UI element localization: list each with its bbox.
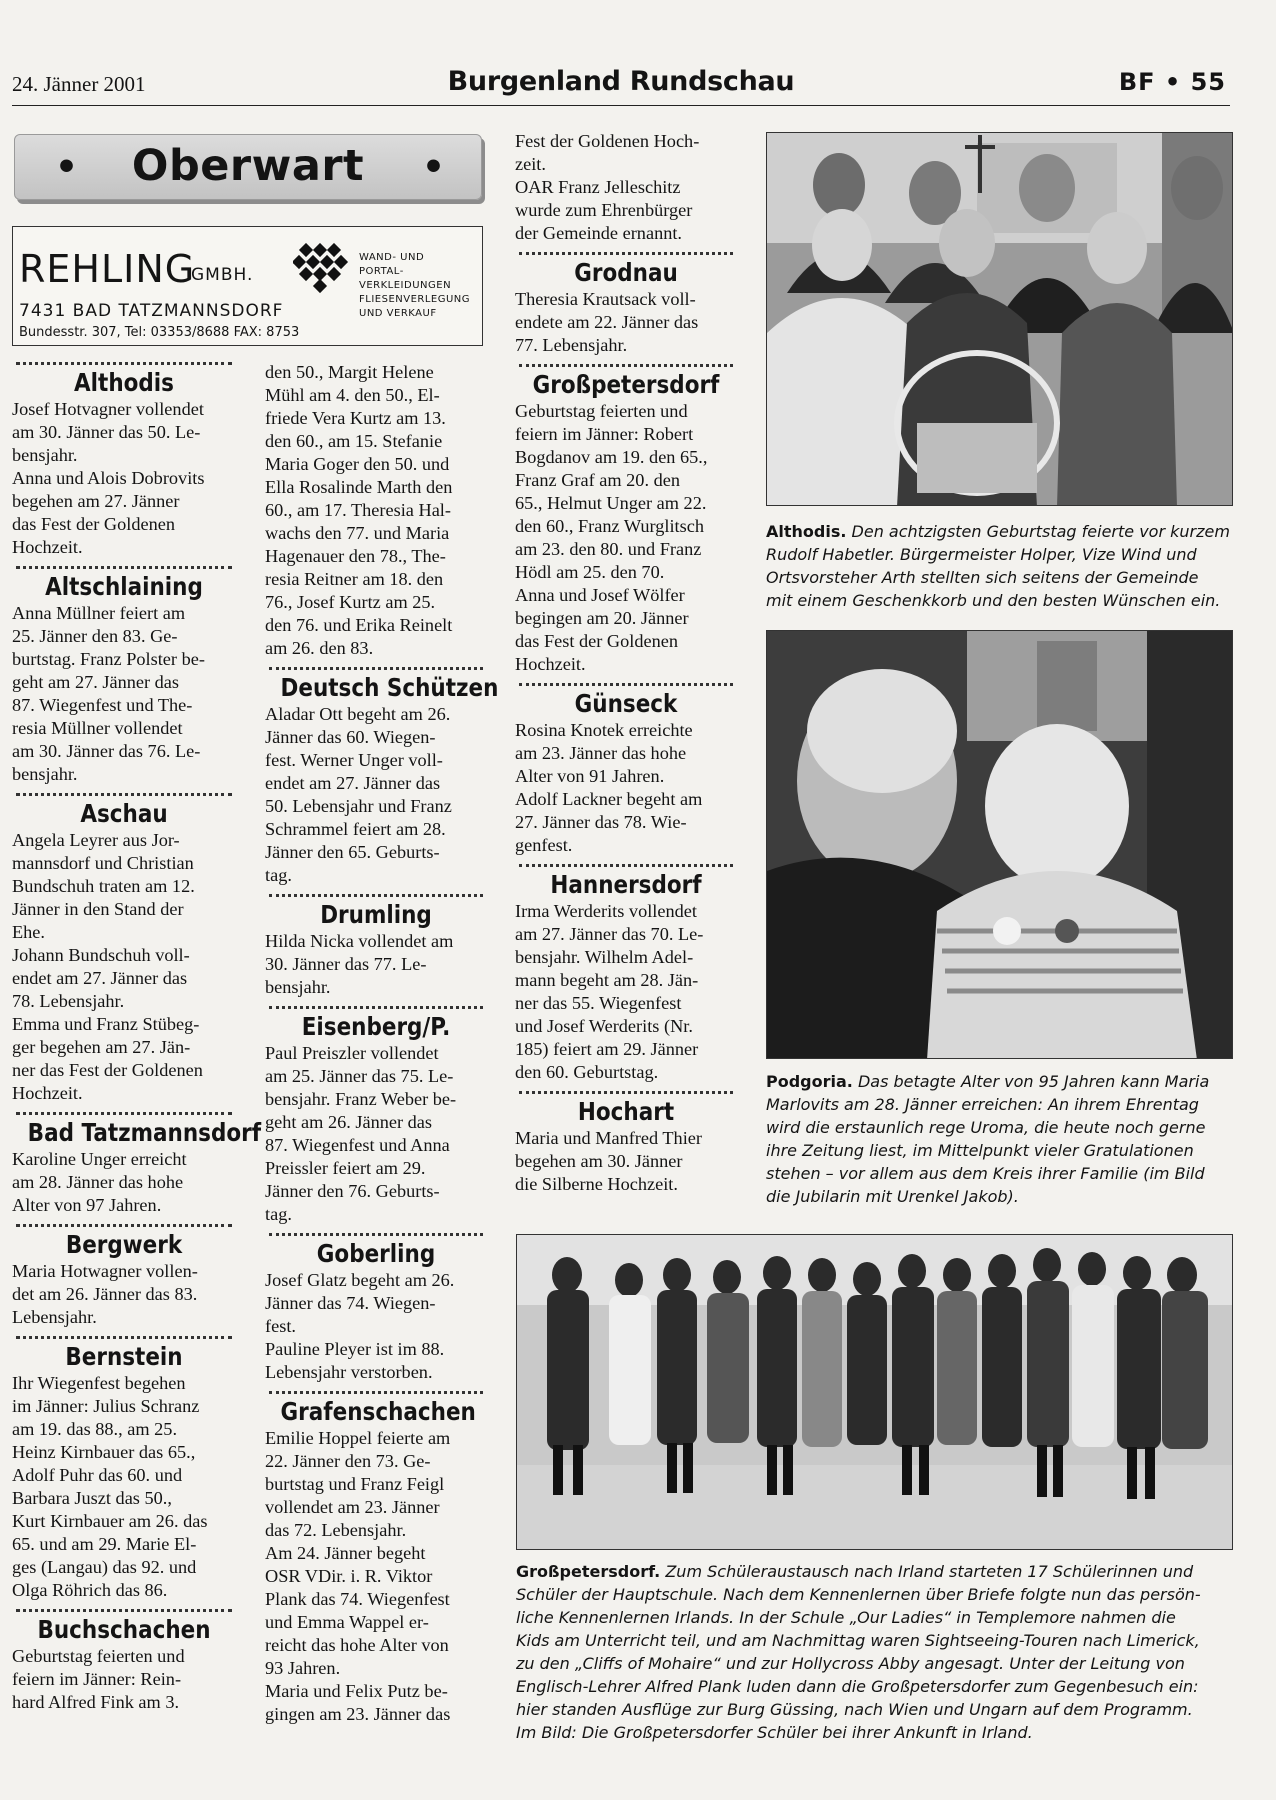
article-guenseck <box>515 688 737 857</box>
ad-services <box>359 251 481 321</box>
text-line: 87. Wiegenfest und Anna <box>265 1135 450 1155</box>
text-line: 65., Helmut Unger am 22. <box>515 493 707 513</box>
dotted-separator <box>16 362 232 365</box>
text-line: mann begeht am 28. Jän- <box>515 970 699 990</box>
heading-grosspetersdorf: Großpetersdorf <box>532 370 720 399</box>
text-line: Fest der Goldenen Hoch- <box>515 131 700 151</box>
text-line: Zum Schüleraustausch nach Irland starteten 17 Schülerinnen und <box>665 1562 1194 1581</box>
text-line: das 72. Lebensjahr. <box>265 1520 407 1540</box>
ad-town: 7431 BAD TATZMANNSDORF <box>19 301 284 321</box>
dotted-separator <box>269 894 483 897</box>
text-line: am 30. Jänner das 76. Le- <box>12 741 201 761</box>
text-line: resia Müllner vollendet <box>12 718 183 738</box>
text-line: und Josef Werderits (Nr. <box>515 1016 693 1036</box>
text-line: 27. Jänner das 78. Wie- <box>515 812 687 832</box>
text-line: endet am 27. Jänner das <box>265 773 441 793</box>
caption-place: Großpetersdorf. <box>516 1562 661 1581</box>
text-line: Jänner in den Stand der <box>12 899 184 919</box>
article-drumling <box>265 899 487 999</box>
article-deutsch-schuetzen <box>265 672 499 887</box>
text-line: wird die erstaunlich rege Uroma, die heute noch gerne <box>766 1118 1206 1137</box>
text-line: gingen am 23. Jänner das <box>265 1704 451 1724</box>
text-line: Hochzeit. <box>12 537 83 557</box>
dotted-separator <box>269 1006 483 1009</box>
photo-podgoria <box>766 630 1233 1059</box>
text-line: den 76. und Erika Reinelt <box>265 615 453 635</box>
text-line: Alter von 97 Jahren. <box>12 1195 162 1215</box>
photo-podgoria-image <box>767 631 1233 1059</box>
text-line: Englisch-Lehrer Alfred Plank luden dann die Großpetersdorfer zum Gegenbesuch ein: <box>516 1677 1199 1696</box>
text-line: 25. Jänner den 83. Ge- <box>12 626 178 646</box>
text-line: 76., Josef Kurtz am 25. <box>265 592 436 612</box>
photo-althodis-image <box>767 133 1233 506</box>
text-line: Josef Hotvagner vollendet <box>12 399 204 419</box>
article-body <box>265 930 487 999</box>
text-line: Schüler der Hauptschule. Nach dem Kennenlernen über Briefe folgte nun das persön- <box>516 1585 1201 1604</box>
article-grodnau <box>515 257 737 357</box>
text-line: Adolf Puhr das 60. und <box>12 1465 183 1485</box>
article-body <box>265 1042 487 1226</box>
text-line: Geburtstag feierten und <box>12 1646 185 1666</box>
text-line: 65. und am 29. Marie El- <box>12 1534 197 1554</box>
text-line: 50. Lebensjahr und Franz <box>265 796 452 816</box>
dotted-separator <box>519 364 733 367</box>
text-line: tag. <box>265 865 292 885</box>
page-header <box>12 66 1230 106</box>
newspaper-title: Burgenland Rundschau <box>447 66 795 97</box>
text-line: Das betagte Alter von 95 Jahren kann Maria <box>857 1072 1210 1091</box>
text-line: feiern im Jänner: Rein- <box>12 1669 182 1689</box>
article-body <box>12 1148 236 1217</box>
text-line: am 23. den 80. und Franz <box>515 539 702 559</box>
text-line: Im Bild: Die Großpetersdorfer Schüler bei ihrer Ankunft in Irland. <box>516 1723 1033 1742</box>
text-line: Aladar Ott begeht am 26. <box>265 704 451 724</box>
text-line: Hödl am 25. den 70. <box>515 562 665 582</box>
text-line: begingen am 20. Jänner <box>515 608 689 628</box>
heading-drumling: Drumling <box>320 900 432 929</box>
article-goberling <box>265 1238 487 1384</box>
caption-grosspetersdorf <box>516 1560 1234 1744</box>
heading-guenseck: Günseck <box>574 689 678 718</box>
dotted-separator <box>519 683 733 686</box>
heading-goberling: Goberling <box>316 1239 436 1268</box>
caption-text <box>766 1072 1233 1208</box>
issue-date: 24. Jänner 2001 <box>12 72 146 96</box>
text-line: geht am 27. Jänner das <box>12 672 180 692</box>
text-line: den 60., am 15. Stefanie <box>265 431 443 451</box>
text-line: ihre Zeitung liest, im Mittelpunkt vieler Gratulationen <box>766 1141 1194 1160</box>
text-line: am 28. Jänner das hohe <box>12 1172 184 1192</box>
heading-grafenschachen: Grafenschachen <box>280 1397 476 1426</box>
article-bernstein <box>12 1341 236 1602</box>
dotted-separator <box>519 1091 733 1094</box>
text-line: Preissler feiert am 29. <box>265 1158 426 1178</box>
text-line: friede Vera Kurtz am 13. <box>265 408 446 428</box>
article-buchschachen <box>12 1614 236 1714</box>
text-line: Franz Graf am 20. den <box>515 470 680 490</box>
text-line: Maria und Felix Putz be- <box>265 1681 448 1701</box>
text-line: hier standen Ausflüge zur Burg Güssing, nach Wien und Ungarn auf dem Programm. <box>516 1700 1193 1719</box>
text-line: Lebensjahr. <box>12 1307 97 1327</box>
caption-althodis <box>766 520 1233 612</box>
text-line: 87. Wiegenfest und The- <box>12 695 193 715</box>
text-line: mit einem Geschenkkorb und den besten Wünschen ein. <box>766 591 1221 610</box>
article-body <box>265 1427 487 1726</box>
text-line: mannsdorf und Christian <box>12 853 194 873</box>
text-line: der Gemeinde ernannt. <box>515 223 682 243</box>
text-line: Paul Preiszler vollendet <box>265 1043 439 1063</box>
text-line: det am 26. Jänner das 83. <box>12 1284 198 1304</box>
text-line: Irma Werderits vollendet <box>515 901 697 921</box>
text-line: fest. Werner Unger voll- <box>265 750 443 770</box>
dotted-separator <box>519 864 733 867</box>
text-line: wurde zum Ehrenbürger <box>515 200 693 220</box>
text-line: Barbara Juszt das 50., <box>12 1488 172 1508</box>
text-line: Hagenauer den 78., The- <box>265 546 446 566</box>
text-line: Maria und Manfred Thier <box>515 1128 702 1148</box>
article-bergwerk <box>12 1229 236 1329</box>
text-line: tag. <box>265 1204 292 1224</box>
text-line: ges (Langau) das 92. und <box>12 1557 197 1577</box>
text-line: Rudolf Habetler. Bürgermeister Holper, Vize Wind und <box>766 545 1197 564</box>
text-line: 22. Jänner den 73. Ge- <box>265 1451 431 1471</box>
ad-service-line: PORTAL- <box>359 266 404 277</box>
article-body <box>515 400 737 676</box>
text-line: ger begehen am 27. Jän- <box>12 1037 191 1057</box>
text-line: 60., am 17. Theresia Hal- <box>265 500 451 520</box>
heading-buchschachen: Buchschachen <box>37 1615 211 1644</box>
text-line: bensjahr. <box>265 977 331 997</box>
text-line: 30. Jänner das 77. Le- <box>265 954 427 974</box>
heading-grodnau: Grodnau <box>574 258 678 287</box>
heading-bergwerk: Bergwerk <box>65 1230 183 1259</box>
text-line: am 23. Jänner das hohe <box>515 743 687 763</box>
dotted-separator <box>16 1336 232 1339</box>
article-grosspetersdorf <box>515 369 737 676</box>
photo-grosspetersdorf-students <box>516 1234 1233 1550</box>
article-body-continued <box>265 361 487 660</box>
text-line: Hilda Nicka vollendet am <box>265 931 454 951</box>
text-line: Am 24. Jänner begeht <box>265 1543 426 1563</box>
article-body <box>12 602 236 786</box>
banner-bullet-left: • <box>55 147 79 188</box>
text-line: am 26. den 83. <box>265 638 374 658</box>
text-line: resia Reitner am 18. den <box>265 569 444 589</box>
text-line: Den achtzigsten Geburtstag feierte vor kurzem <box>851 522 1230 541</box>
text-line: und Emma Wappel er- <box>265 1612 429 1632</box>
text-line: Marlovits am 28. Jänner erreichen: An ihrem Ehrentag <box>766 1095 1199 1114</box>
text-line: den 50., Margit Helene <box>265 362 434 382</box>
text-line: Lebensjahr verstorben. <box>265 1362 433 1382</box>
text-line: Anna und Alois Dobrovits <box>12 468 205 488</box>
dotted-separator <box>269 667 483 670</box>
text-line: Hochzeit. <box>12 1083 83 1103</box>
text-line: wachs den 77. und Maria <box>265 523 450 543</box>
ad-service-line: WAND- UND <box>359 252 425 263</box>
text-line: Jänner den 76. Geburts- <box>265 1181 440 1201</box>
text-line: am 25. Jänner das 75. Le- <box>265 1066 454 1086</box>
ad-service-line: VERKLEIDUNGEN <box>359 280 452 291</box>
article-body <box>12 1372 236 1602</box>
caption-place: Podgoria. <box>766 1072 853 1091</box>
article-body <box>515 900 737 1084</box>
article-body <box>515 719 737 857</box>
dotted-separator <box>16 1112 232 1115</box>
section-banner <box>14 134 482 200</box>
article-grafenschachen <box>265 1396 487 1726</box>
text-line: Kids am Unterricht teil, und am Nachmittag waren Sightseeing-Touren nach Limerick, <box>516 1631 1200 1650</box>
caption-text <box>516 1562 1234 1744</box>
article-bad-tatzmannsdorf <box>12 1117 262 1217</box>
text-line: reicht das hohe Alter von <box>265 1635 449 1655</box>
text-line: genfest. <box>515 835 573 855</box>
text-line: fest. <box>265 1316 296 1336</box>
text-line: OAR Franz Jelleschitz <box>515 177 681 197</box>
text-line: Ehe. <box>12 922 45 942</box>
text-line: 77. Lebensjahr. <box>515 335 628 355</box>
text-line: am 19. das 88., am 25. <box>12 1419 178 1439</box>
text-line: am 27. Jänner das 70. Le- <box>515 924 704 944</box>
diamond-heart-logo-icon <box>293 243 353 295</box>
text-line: begehen am 27. Jänner <box>12 491 180 511</box>
heading-hannersdorf: Hannersdorf <box>550 870 702 899</box>
article-body <box>515 288 737 357</box>
ad-address: Bundesstr. 307, Tel: 03353/8688 FAX: 8753 <box>19 325 300 340</box>
text-line: Josef Glatz begeht am 26. <box>265 1270 455 1290</box>
text-line: Anna Müllner feiert am <box>12 603 186 623</box>
text-line: die Jubilarin mit Urenkel Jakob). <box>766 1187 1019 1206</box>
heading-bernstein: Bernstein <box>65 1342 183 1371</box>
text-line: OSR VDir. i. R. Viktor <box>265 1566 433 1586</box>
heading-hochart: Hochart <box>577 1097 675 1126</box>
text-line: Jänner den 65. Geburts- <box>265 842 440 862</box>
text-line: vollendet am 23. Jänner <box>265 1497 440 1517</box>
text-line: im Jänner: Julius Schranz <box>12 1396 200 1416</box>
text-line: bensjahr. <box>12 764 78 784</box>
article-body <box>265 1269 487 1384</box>
text-line: das Fest der Goldenen <box>12 514 175 534</box>
text-line: geht am 26. Jänner das <box>265 1112 433 1132</box>
text-line: burtstag und Franz Feigl <box>265 1474 445 1494</box>
text-line: die Silberne Hochzeit. <box>515 1174 678 1194</box>
article-body <box>515 1127 737 1196</box>
text-line: 78. Lebensjahr. <box>12 991 125 1011</box>
text-line: Ortsvorsteher Arth stellten sich seitens der Gemeinde <box>766 568 1199 587</box>
text-line: Anna und Josef Wölfer <box>515 585 685 605</box>
article-body <box>12 398 236 559</box>
text-line: Bundschuh traten am 12. <box>12 876 195 896</box>
text-line: Pauline Pleyer ist im 88. <box>265 1339 445 1359</box>
caption-place: Althodis. <box>766 522 847 541</box>
text-line: am 30. Jänner das 50. Le- <box>12 422 201 442</box>
text-line: den 60. Geburtstag. <box>515 1062 659 1082</box>
article-body <box>12 1645 236 1714</box>
text-line: Maria Goger den 50. und <box>265 454 450 474</box>
text-line: Adolf Lackner begeht am <box>515 789 703 809</box>
text-line: zeit. <box>515 154 546 174</box>
text-line: Angela Leyrer aus Jor- <box>12 830 180 850</box>
text-line: Ella Rosalinde Marth den <box>265 477 453 497</box>
dotted-separator <box>16 1609 232 1612</box>
text-line: Jänner das 60. Wiegen- <box>265 727 436 747</box>
text-line: 185) feiert am 29. Jänner <box>515 1039 699 1059</box>
page-number: BF • 55 <box>1118 68 1226 96</box>
article-body <box>12 829 236 1105</box>
heading-bad-tatzmannsdorf: Bad Tatzmannsdorf <box>27 1118 262 1147</box>
text-line: endete am 22. Jänner das <box>515 312 699 332</box>
text-line: Jänner das 74. Wiegen- <box>265 1293 436 1313</box>
text-line: Kurt Kirnbauer am 26. das <box>12 1511 208 1531</box>
heading-eisenberg: Eisenberg/P. <box>301 1012 451 1041</box>
text-line: Plank das 74. Wiegenfest <box>265 1589 450 1609</box>
heading-althodis: Althodis <box>74 368 174 397</box>
dotted-separator <box>16 566 232 569</box>
text-line: Karoline Unger erreicht <box>12 1149 187 1169</box>
text-line: Alter von 91 Jahren. <box>515 766 665 786</box>
photo-althodis-group <box>766 132 1233 506</box>
text-line: Schrammel feiert am 28. <box>265 819 446 839</box>
article-altschlaining <box>12 571 236 786</box>
text-line: bensjahr. <box>12 445 78 465</box>
text-line: Olga Röhrich das 86. <box>12 1580 168 1600</box>
text-line: Mühl am 4. den 50., El- <box>265 385 440 405</box>
text-line: Hochzeit. <box>515 654 586 674</box>
article-hannersdorf <box>515 869 737 1084</box>
text-line: Rosina Knotek erreichte <box>515 720 693 740</box>
ad-company-name: REHLING <box>19 247 196 291</box>
article-althodis <box>12 367 236 559</box>
ad-service-line: FLIESENVERLEGUNG <box>359 294 471 305</box>
text-line: stehen – vor allem aus dem Kreis ihrer Familie (im Bild <box>766 1164 1205 1183</box>
column-2 <box>265 361 499 1726</box>
dotted-separator <box>519 252 733 255</box>
heading-altschlaining: Altschlaining <box>45 572 203 601</box>
column-1 <box>12 364 262 1714</box>
text-line: Geburtstag feierten und <box>515 401 688 421</box>
dotted-separator <box>16 1224 232 1227</box>
text-line: zu den „Cliffs of Mohaire“ und zur Hollycross Abby angesagt. Unter der Leitung von <box>516 1654 1185 1673</box>
article-eisenberg <box>265 1011 487 1226</box>
text-line: liche Kennenlernen Irlands. In der Schule „Our Ladies“ in Templemore nahmen die <box>516 1608 1176 1627</box>
text-line: begehen am 30. Jänner <box>515 1151 683 1171</box>
text-line: Theresia Krautsack voll- <box>515 289 696 309</box>
text-line: den 60., Franz Wurglitsch <box>515 516 704 536</box>
column-3 <box>515 130 737 1196</box>
caption-podgoria <box>766 1070 1233 1208</box>
text-line: Bogdanov am 19. den 65., <box>515 447 708 467</box>
heading-aschau: Aschau <box>80 799 168 828</box>
dotted-separator <box>269 1233 483 1236</box>
text-line: bensjahr. Wilhelm Adel- <box>515 947 694 967</box>
photo-students-image <box>517 1235 1233 1550</box>
text-line: 93 Jahren. <box>265 1658 341 1678</box>
text-line: Emilie Hoppel feierte am <box>265 1428 451 1448</box>
section-title: Oberwart <box>131 141 365 191</box>
text-line: das Fest der Goldenen <box>515 631 678 651</box>
dotted-separator <box>16 793 232 796</box>
article-body <box>12 1260 236 1329</box>
text-line: burtstag. Franz Polster be- <box>12 649 205 669</box>
dotted-separator <box>269 1391 483 1394</box>
article-aschau <box>12 798 236 1105</box>
text-line: Emma und Franz Stübeg- <box>12 1014 200 1034</box>
text-line: bensjahr. Franz Weber be- <box>265 1089 457 1109</box>
text-line: feiern im Jänner: Robert <box>515 424 694 444</box>
article-body <box>265 703 487 887</box>
rehling-advertisement <box>12 226 483 346</box>
text-line: Johann Bundschuh voll- <box>12 945 190 965</box>
ad-company-suffix: GMBH. <box>191 265 254 285</box>
text-line: Maria Hotwagner vollen- <box>12 1261 198 1281</box>
heading-deutsch-schuetzen: Deutsch Schützen <box>280 673 499 702</box>
text-line: ner das 55. Wiegenfest <box>515 993 682 1013</box>
text-line: Ihr Wiegenfest begehen <box>12 1373 186 1393</box>
text-line: endet am 27. Jänner das <box>12 968 188 988</box>
article-body-continued <box>515 130 737 245</box>
article-hochart <box>515 1096 737 1196</box>
text-line: Heinz Kirnbauer das 65., <box>12 1442 196 1462</box>
banner-bullet-right: • <box>421 147 445 188</box>
text-line: hard Alfred Fink am 3. <box>12 1692 180 1712</box>
text-line: ner das Fest der Goldenen <box>12 1060 203 1080</box>
ad-service-line: UND VERKAUF <box>359 308 437 319</box>
